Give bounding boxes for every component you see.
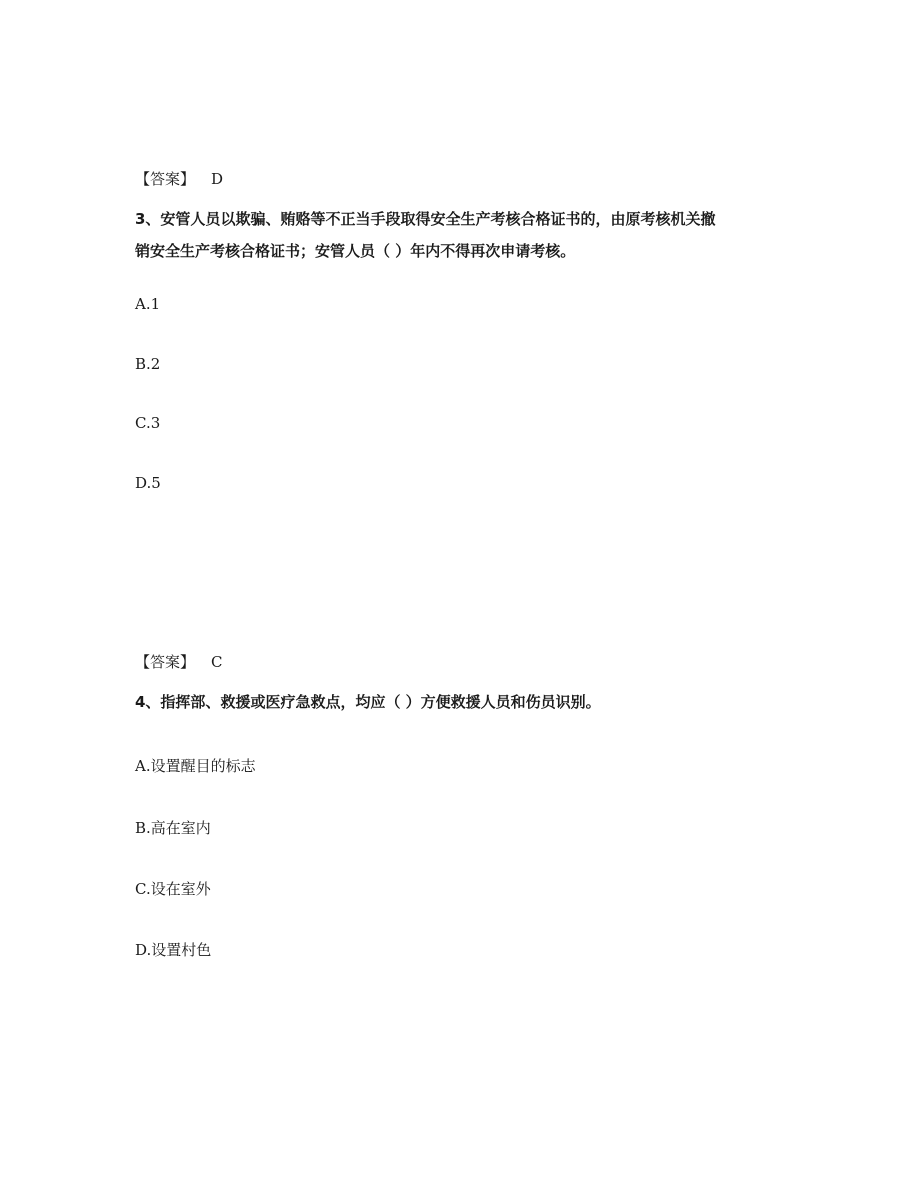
option-c — [135, 412, 160, 434]
question-4 — [135, 691, 601, 713]
option-text: 设在室外 — [150, 880, 211, 898]
option-c — [135, 878, 211, 900]
answer-line-1 — [135, 168, 223, 190]
question-text-line-1: 3、安管人员以欺骗、贿赂等不正当手段取得安全生产考核合格证书的，由原考核机关撤 — [135, 210, 716, 228]
question-3 — [135, 208, 715, 262]
question-text-line-2: 销安全生产考核合格证书；安管人员（ ）年内不得再次申请考核。 — [135, 242, 576, 260]
option-d — [135, 472, 161, 494]
option-text: 3 — [150, 414, 161, 432]
option-text: 1 — [150, 295, 161, 313]
option-text: 高在室内 — [150, 819, 211, 837]
option-label: D. — [135, 941, 152, 959]
option-label: D. — [135, 474, 152, 492]
option-text: 设置村色 — [151, 941, 212, 959]
option-label: B. — [135, 819, 151, 837]
answer-label: 【答案】 — [135, 170, 196, 188]
option-text: 设置醒目的标志 — [150, 757, 256, 775]
option-label: A. — [135, 757, 151, 775]
option-a — [135, 293, 160, 315]
option-label: C. — [135, 414, 151, 432]
option-a — [135, 755, 256, 777]
answer-line-2 — [135, 651, 223, 673]
option-text: 2 — [150, 355, 161, 373]
option-label: B. — [135, 355, 151, 373]
option-d — [135, 939, 211, 961]
option-text: 5 — [151, 474, 161, 492]
option-label: A. — [135, 295, 151, 313]
answer-label: 【答案】 — [135, 653, 196, 671]
option-b — [135, 817, 211, 839]
question-text-line-1: 4、指挥部、救援或医疗急救点，均应（ ）方便救援人员和伤员识别。 — [135, 693, 601, 711]
answer-value: C — [211, 653, 223, 671]
option-b — [135, 353, 160, 375]
option-label: C. — [135, 880, 151, 898]
answer-value: D — [211, 170, 224, 188]
